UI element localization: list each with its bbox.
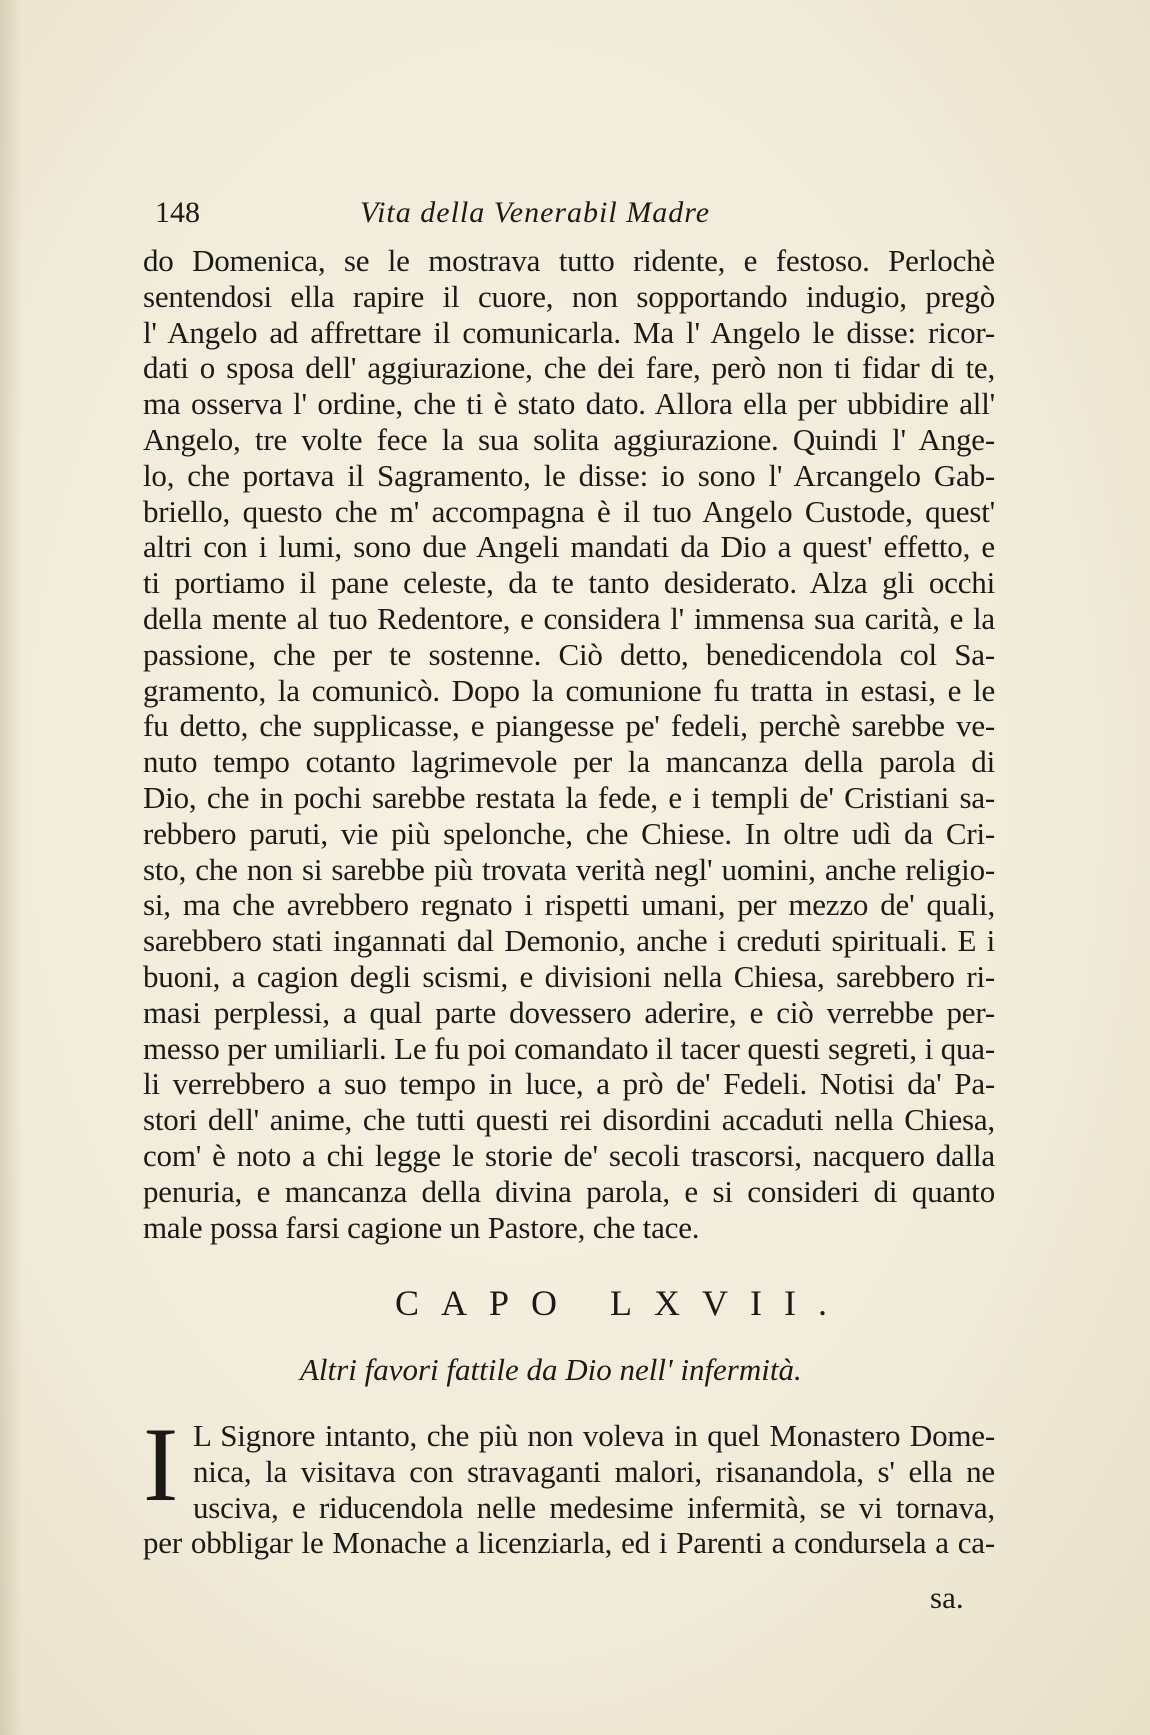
text-line: sto, che non si sarebbe più trovata verità negl' uomini, anche religio- [143, 851, 995, 887]
body-paragraph [143, 243, 995, 1245]
chapter-subtitle: Altri favori fattile da Dio nell' infermità. [300, 1352, 802, 1387]
chapter-title: CAPO LXVII. [395, 1283, 849, 1323]
text-line: l' Angelo ad affrettare il comunicarla. Ma l' Angelo le disse: ricor- [143, 314, 995, 350]
text-line: fu detto, che supplicasse, e piangesse pe' fedeli, perchè sarebbe ve- [143, 708, 995, 744]
text-line: dati o sposa dell' aggiurazione, che dei fare, però non ti fidar di te, [143, 350, 995, 386]
text-line: lo, che portava il Sagramento, le disse: io sono l' Arcangelo Gab- [143, 457, 995, 493]
text-line: gramento, la comunicò. Dopo la comunione fu tratta in estasi, e le [143, 672, 995, 708]
text-line: sarebbero stati ingannati dal Demonio, anche i creduti spirituali. E i [143, 923, 995, 959]
text-line: stori dell' anime, che tutti questi rei disordini accaduti nella Chiesa, [143, 1102, 995, 1138]
text-line: com' è noto a chi legge le storie de' secoli trascorsi, nacquero dalla [143, 1137, 995, 1173]
text-line: nica, la visitava con stravaganti malori, risanandola, s' ella ne [193, 1453, 995, 1489]
drop-cap: I [143, 1406, 179, 1523]
text-line: ma osserva l' ordine, che ti è stato dato. Allora ella per ubbidire all' [143, 386, 995, 422]
text-line: li verrebbero a suo tempo in luce, a prò de' Fedeli. Notisi da' Pa- [143, 1066, 995, 1102]
page-edge-shadow [0, 0, 22, 1735]
page-number: 148 [155, 196, 200, 229]
page-header [155, 196, 1015, 236]
text-line: rebbero paruti, vie più spelonche, che Chiese. In oltre udì da Cri- [143, 815, 995, 851]
running-title: Vita della Venerabil Madre [360, 196, 711, 229]
text-line: ti portiamo il pane celeste, da te tanto desiderato. Alza gli occhi [143, 565, 995, 601]
text-line: della mente al tuo Redentore, e considera l' immensa sua carità, e la [143, 600, 995, 636]
text-line: sentendosi ella rapire il cuore, non sopportando indugio, pregò [143, 278, 995, 314]
text-line: briello, questo che m' accompagna è il tuo Angelo Custode, quest' [143, 493, 995, 529]
text-line: male possa farsi cagione un Pastore, che tace. [143, 1209, 700, 1245]
text-line: masi perplessi, a qual parte dovessero aderire, e ciò verrebbe per- [143, 994, 995, 1030]
text-line: nuto tempo cotanto lagrimevole per la mancanza della parola di [143, 744, 995, 780]
text-line: messo per umiliarli. Le fu poi comandato il tacer questi segreti, i qua- [143, 1030, 995, 1066]
text-line: L Signore intanto, che più non voleva in quel Monastero Dome- [193, 1418, 995, 1453]
text-line: usciva, e riducendola nelle medesime infermità, se vi tornava, [193, 1489, 995, 1525]
text-line: altri con i lumi, sono due Angeli mandati da Dio a quest' effetto, e [143, 529, 995, 565]
text-line: Angelo, tre volte fece la sua solita aggiurazione. Quindi l' Ange- [143, 421, 995, 457]
text-line: penuria, e mancanza della divina parola, e si consideri di quanto [143, 1173, 995, 1209]
text-line: passione, che per te sostenne. Ciò detto, benedicendola col Sa- [143, 636, 995, 672]
final-fragment: sa. [930, 1580, 964, 1615]
text-line: Dio, che in pochi sarebbe restata la fede, e i templi de' Cristiani sa- [143, 779, 995, 815]
text-line: per obbligar le Monache a licenziarla, ed i Parenti a condursela a ca- [143, 1525, 995, 1561]
text-line: si, ma che avrebbero regnato i rispetti umani, per mezzo de' quali, [143, 887, 995, 923]
text-line: do Domenica, se le mostrava tutto ridente, e festoso. Perlochè [143, 243, 995, 278]
chapter-paragraph [143, 1418, 995, 1561]
text-line: buoni, a cagion degli scismi, e divisioni nella Chiesa, sarebbero ri- [143, 958, 995, 994]
